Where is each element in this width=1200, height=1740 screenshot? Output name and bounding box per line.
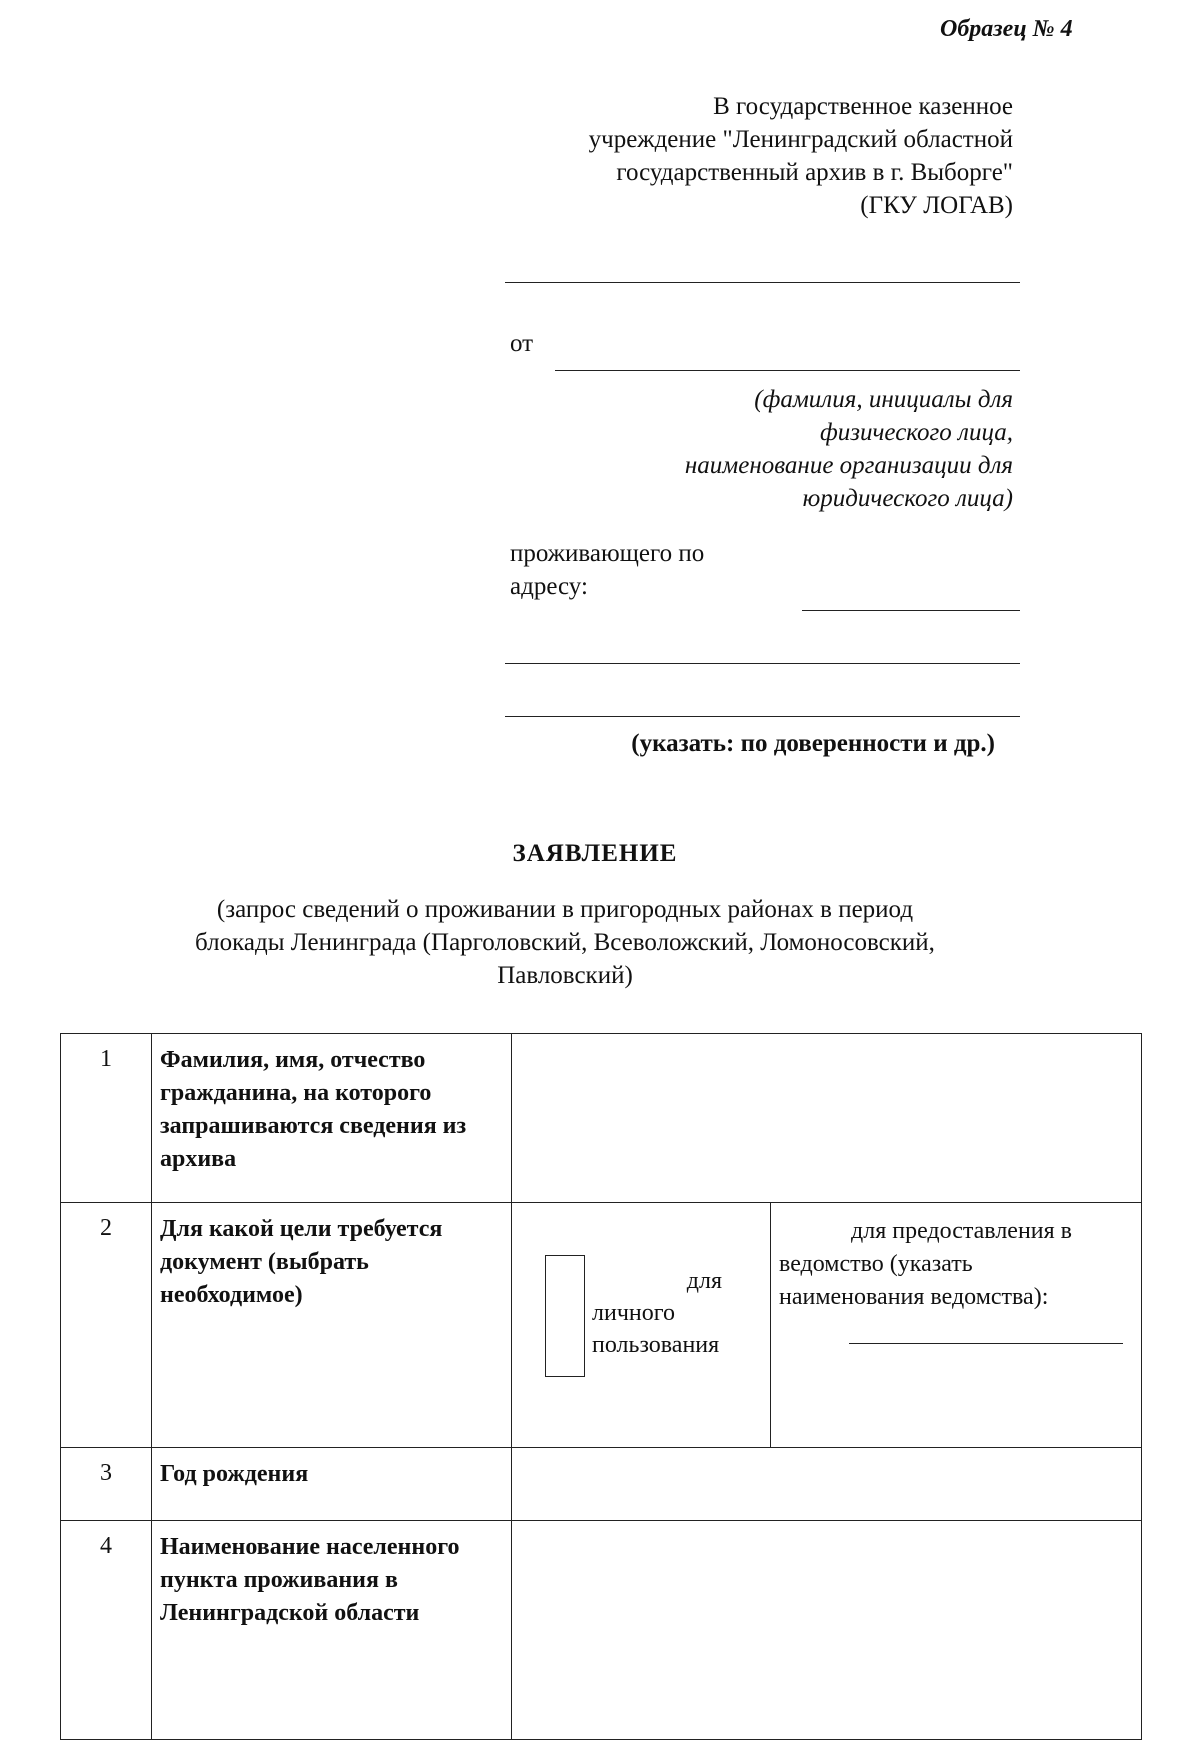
residing-line: адресу:	[510, 573, 588, 600]
addressee-block	[493, 90, 1013, 222]
purpose-personal-option	[512, 1203, 771, 1448]
row-label: Для какой цели требуется документ (выбрать необходимое)	[152, 1203, 512, 1448]
specify-note: (указать: по доверенности и др.)	[631, 730, 995, 757]
row-number: 2	[61, 1203, 152, 1448]
agency-name-blank-line[interactable]	[849, 1343, 1123, 1344]
hint-line: физического лица,	[820, 419, 1013, 446]
personal-use-label-line: для	[686, 1268, 722, 1294]
personal-use-label	[592, 1265, 762, 1361]
full-name-field[interactable]	[512, 1034, 1142, 1203]
row-label: Фамилия, имя, отчество гражданина, на которого запрашиваются сведения из архива	[152, 1034, 512, 1203]
addressee-line: В государственное казенное	[713, 93, 1013, 120]
row-number: 1	[61, 1034, 152, 1203]
residing-label	[510, 537, 704, 603]
table-row	[61, 1521, 1142, 1740]
row-number: 3	[61, 1448, 152, 1521]
residing-line: проживающего по	[510, 540, 705, 567]
birth-year-field[interactable]	[512, 1448, 1142, 1521]
sample-number: Образец № 4	[940, 16, 1073, 42]
document-title: ЗАЯВЛЕНИЕ	[512, 840, 678, 867]
document-subtitle	[130, 893, 1000, 992]
personal-use-label-line: личного	[592, 1300, 675, 1326]
applicant-name-blank-line[interactable]	[555, 370, 1020, 371]
row-number: 4	[61, 1521, 152, 1740]
table-row	[61, 1034, 1142, 1203]
request-form-table	[60, 1033, 1142, 1740]
agency-option-label: для предоставления в ведомство (указать наименования ведомства):	[779, 1218, 1073, 1310]
hint-line: юридического лица)	[802, 485, 1013, 512]
addressee-line: государственный архив в г. Выборге"	[616, 159, 1013, 186]
table-row	[61, 1203, 1142, 1448]
address-blank-line-1[interactable]	[802, 610, 1020, 611]
row-label: Год рождения	[152, 1448, 512, 1521]
subtitle-line: Павловский)	[497, 962, 633, 989]
hint-line: наименование организации для	[684, 452, 1013, 479]
row-label: Наименование населенного пункта проживания в Ленинградской области	[152, 1521, 512, 1740]
purpose-agency-option	[771, 1203, 1142, 1448]
addressee-line: учреждение "Ленинградский областной	[588, 126, 1013, 153]
from-label: от	[510, 330, 534, 357]
address-blank-line-2[interactable]	[505, 663, 1020, 664]
personal-use-label-line: пользования	[592, 1332, 720, 1358]
addressee-line: (ГКУ ЛОГАВ)	[860, 192, 1013, 219]
subtitle-line: блокады Ленинграда (Парголовский, Всеволожский, Ломоносовский,	[195, 929, 935, 956]
address-blank-line-3[interactable]	[505, 716, 1020, 717]
table-row	[61, 1448, 1142, 1521]
addressee-extra-blank-line[interactable]	[505, 282, 1020, 283]
hint-line: (фамилия, инициалы для	[754, 386, 1013, 413]
subtitle-line: (запрос сведений о проживании в пригородных районах в период	[216, 896, 914, 923]
personal-use-checkbox[interactable]	[545, 1255, 585, 1377]
applicant-name-hint	[513, 383, 1013, 515]
settlement-field[interactable]	[512, 1521, 1142, 1740]
